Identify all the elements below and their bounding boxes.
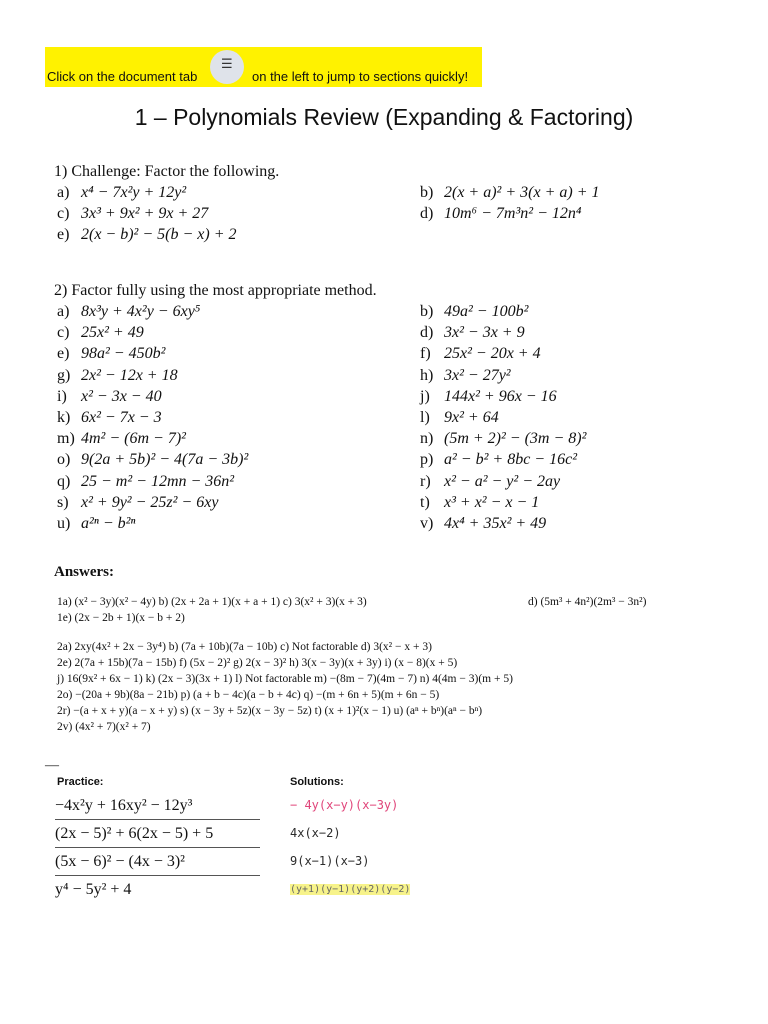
answer-q2-line: 2r) −(a + x + y)(a − x + y) s) (x − 3y + 5z)(x − 3y − 5z) t) (x + 1)²(x − 1) u) (aⁿ + bⁿ)(aⁿ − bⁿ) (57, 705, 483, 717)
answer-q2-line: 2a) 2xy(4x² + 2x − 3y⁴) b) (7a + 10b)(7a − 10b) c) Not factorable d) 3(x² − x + 3) (57, 641, 432, 653)
q2-item-l: l) 9x² + 64 (420, 409, 499, 426)
answer-q1-line1: 1a) (x² − 3y)(x² − 4y) b) (2x + 2a + 1)(x + a + 1) c) 3(x² + 3)(x + 3) (57, 596, 367, 608)
answer-q2-line: 2e) 2(7a + 15b)(7a − 15b) f) (5x − 2)² g) 2(x − 3)² h) 3(x − 3y)(x + 3y) i) (x − 8)(x + 5) (57, 657, 458, 669)
page-title: 1 – Polynomials Review (Expanding & Factoring) (134, 104, 634, 130)
q1-item-a: a) x⁴ − 7x²y + 12y² (57, 184, 187, 201)
practice-item: (2x − 5)² + 6(2x − 5) + 5 (55, 820, 260, 848)
practice-item: −4x²y + 16xy² − 12y³ (55, 792, 260, 820)
q2-item-d: d) 3x² − 3x + 9 (420, 324, 525, 342)
answer-q2-line: 2v) (4x² + 7)(x² + 7) (57, 721, 151, 733)
q2-item-k: k) 6x² − 7x − 3 (57, 409, 162, 426)
q2-item-s: s) x² + 9y² − 25z² − 6xy (57, 493, 219, 511)
q1-item-e: e) 2(x − b)² − 5(b − x) + 2 (57, 226, 237, 243)
q2-item-e: e) 98a² − 450b² (57, 345, 166, 363)
q2-item-h: h) 3x² − 27y² (420, 366, 511, 384)
answer-q2-line: j) 16(9x² + 6x − 1) k) (2x − 3)(3x + 1) l) Not factorable m) −(8m − 7)(4m − 7) n) 4(4m − 3)(m + 5) (57, 673, 513, 685)
q2-heading: 2) Factor fully using the most appropriate method. (54, 282, 377, 299)
banner-text-before: Click on the document tab (47, 69, 198, 84)
solutions-heading: Solutions: (290, 776, 344, 788)
q2-item-c: c) 25x² + 49 (57, 324, 144, 342)
answers-heading: Answers: (54, 564, 114, 580)
q2-item-o: o) 9(2a + 5b)² − 4(7a − 3b)² (57, 451, 249, 469)
q2-item-u: u) a²ⁿ − b²ⁿ (57, 515, 136, 532)
separator-dash: — (45, 758, 59, 773)
q2-item-p: p) a² − b² + 8bc − 16c² (420, 451, 577, 469)
practice-item: (5x − 6)² − (4x − 3)² (55, 848, 260, 876)
navigation-tip-banner (45, 47, 482, 87)
solution-item: 4x(x−2) (290, 826, 341, 840)
answer-q2-line: 2o) −(20a + 9b)(8a − 21b) p) (a + b − 4c)(a − b + 4c) q) −(m + 6n + 5)(m + 6n − 5) (57, 689, 440, 701)
q2-item-r: r) x² − a² − y² − 2ay (420, 472, 561, 490)
q2-item-a: a) 8x³y + 4x²y − 6xy⁵ (57, 303, 201, 320)
answer-q1-line2: 1e) (2x − 2b + 1)(x − b + 2) (57, 612, 185, 624)
q2-item-f: f) 25x² − 20x + 4 (420, 345, 541, 363)
q2-item-v: v) 4x⁴ + 35x² + 49 (420, 515, 547, 532)
solution-item: − 4y(x−y)(x−3y) (290, 798, 399, 812)
practice-heading: Practice: (57, 776, 104, 788)
q2-item-n: n) (5m + 2)² − (3m − 8)² (420, 430, 587, 448)
q2-item-j: j) 144x² + 96x − 16 (420, 387, 557, 405)
q1-item-d: d) 10m⁶ − 7m³n² − 12n⁴ (420, 205, 582, 222)
list-menu-icon: ☰ (221, 57, 233, 72)
q1-heading: 1) Challenge: Factor the following. (54, 163, 280, 180)
answer-q1-d: d) (5m³ + 4n²)(2m³ − 3n²) (528, 596, 647, 608)
solution-item: 9(x−1)(x−3) (290, 854, 370, 868)
banner-text-after: on the left to jump to sections quickly! (252, 69, 469, 84)
q2-item-t: t) x³ + x² − x − 1 (420, 493, 540, 511)
practice-item: y⁴ − 5y² + 4 (55, 881, 132, 898)
solution-item: (y+1)(y−1)(y+2)(y−2) (290, 884, 411, 895)
q1-item-b: b) 2(x + a)² + 3(x + a) + 1 (420, 184, 600, 201)
q2-item-i: i) x² − 3x − 40 (57, 387, 162, 405)
q2-item-m: m) 4m² − (6m − 7)² (57, 430, 186, 448)
q2-item-q: q) 25 − m² − 12mn − 36n² (57, 472, 235, 490)
q2-item-b: b) 49a² − 100b² (420, 303, 529, 320)
document-tab-button[interactable] (210, 50, 244, 84)
q1-item-c: c) 3x³ + 9x² + 9x + 27 (57, 205, 209, 222)
q2-item-g: g) 2x² − 12x + 18 (57, 366, 178, 384)
